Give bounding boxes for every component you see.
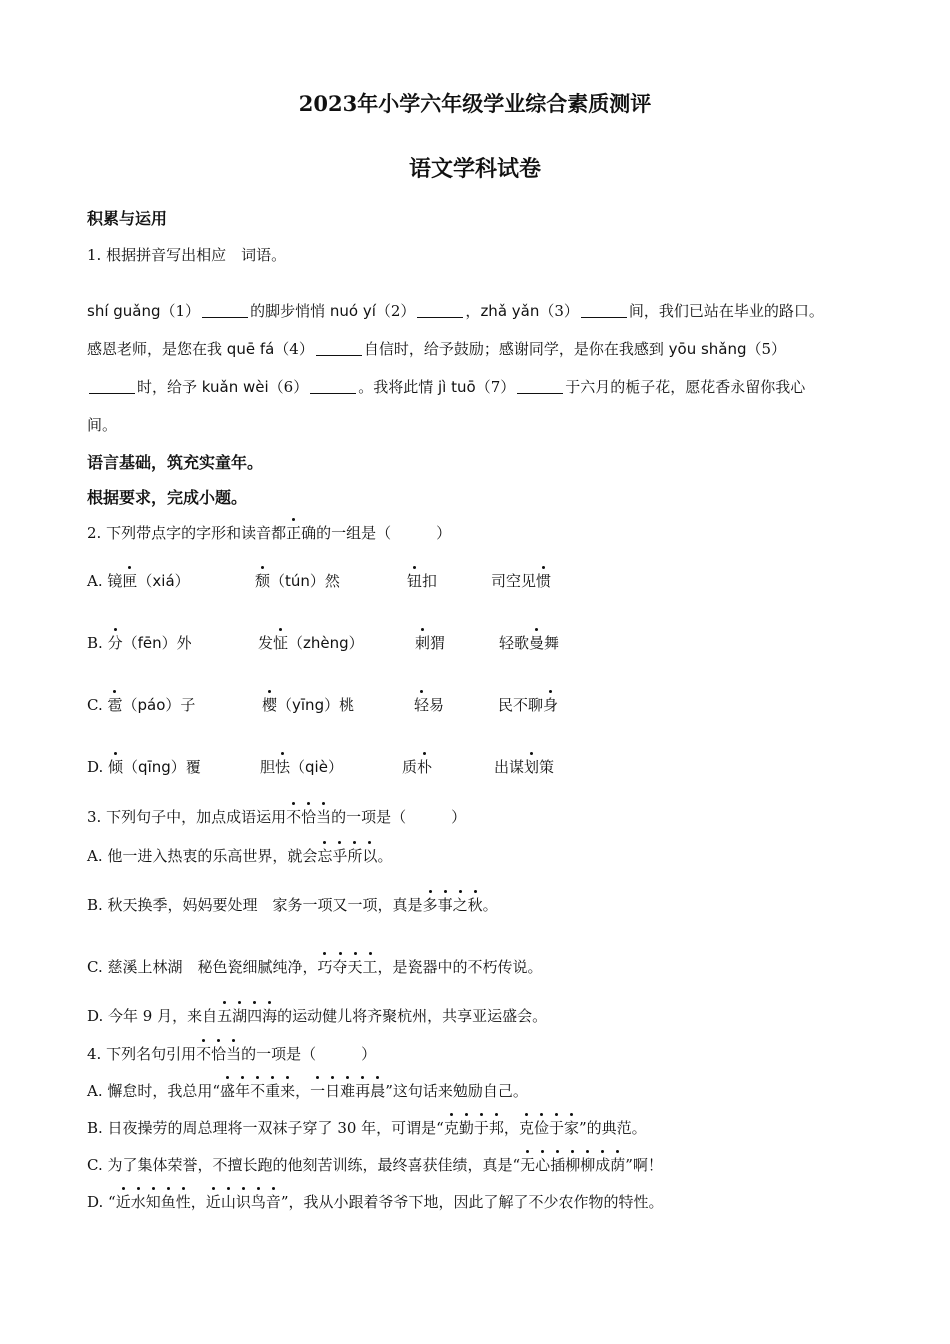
q2-option-d-item-2 [260, 756, 343, 777]
blank-number: （6） [268, 378, 309, 396]
passage-text: 于六月的栀子花，愿花香永留你我心 [565, 378, 806, 396]
dotted-char: 钮 [407, 572, 423, 590]
pinyin: jì tuō [438, 378, 476, 396]
pinyin: yōu shǎng [668, 340, 747, 358]
section-heading-language: 语言基础，筑充实童年。 [87, 453, 264, 472]
dotted-char: 分 [107, 634, 123, 652]
option-label: A. [87, 572, 108, 590]
dotted-idiom: 多事之秋 [422, 896, 483, 914]
passage-text: ， [465, 302, 481, 320]
q3-stem [87, 806, 466, 827]
q4-option-c[interactable] [87, 1154, 663, 1175]
dotted-quote: 近水知鱼性，近山识鸟音 [115, 1193, 281, 1211]
dotted-quote: 无心插柳柳成荫 [520, 1156, 626, 1174]
pinyin: shí guǎng [87, 302, 161, 320]
option-text: （yīng）桃 [277, 696, 355, 714]
blank-number: （1） [160, 302, 201, 320]
option-text: （tún）然 [270, 572, 340, 590]
option-text: 出谋 [494, 758, 525, 776]
option-text: B. 秋天换季，妈妈要处理 家务一项又一项，真是 [87, 896, 423, 914]
dotted-char: 曼 [529, 634, 545, 652]
q2-option-b-item-1[interactable] [87, 632, 192, 653]
q2-stem-text: 2. 下列带点字的字形和读音都 [87, 524, 287, 542]
exam-title: 2023年小学六年级学业综合素质测评 [298, 91, 652, 116]
q4-stem-text-end: 的一项是（ ） [241, 1045, 377, 1063]
option-text: 轻歌 [499, 634, 530, 652]
q3-stem-text: 3. 下列句子中，加点成语运用 [87, 808, 287, 826]
q2-option-a-item-1[interactable] [87, 570, 190, 591]
subject-title: 语文学科试卷 [408, 156, 541, 182]
option-text: （qīng）覆 [123, 758, 201, 776]
option-text: 民不聊 [498, 696, 544, 714]
q2-option-a-item-2 [255, 570, 340, 591]
q1-stem: 1. 根据拼音写出相应 词语。 [87, 246, 287, 264]
dotted-idiom: 忘乎所以 [317, 847, 378, 865]
option-text: C. 为了集体荣誉，不擅长跑的他刻苦训练，最终喜获佳绩，真是“ [87, 1156, 521, 1174]
option-label: B. [87, 634, 108, 652]
q2-option-b-item-3 [415, 632, 445, 653]
q3-option-b[interactable] [87, 894, 498, 915]
dotted-idiom: 五湖四海 [217, 1007, 278, 1025]
option-text: （páo）子 [122, 696, 196, 714]
q2-option-d-item-4 [494, 756, 554, 777]
dotted-char: 身 [543, 696, 559, 714]
option-text: 司空见 [491, 572, 537, 590]
option-text: 的运动健儿将齐聚杭州，共享亚运盛会。 [277, 1007, 548, 1025]
dotted-char: 樱 [262, 696, 278, 714]
q4-stem-text: 4. 下列名句引用 [87, 1045, 197, 1063]
option-text: A. 他一进入热衷的乐高世界，就会 [87, 847, 318, 865]
pinyin: quē fá [226, 340, 275, 358]
dotted-char: 轻 [414, 696, 430, 714]
passage-text: 间，我们已站在毕业的路口。 [628, 302, 824, 320]
q2-option-c-item-1[interactable] [87, 694, 195, 715]
passage-text: 的脚步悄悄 [250, 302, 326, 320]
q2-stem-dotted: 正 [286, 524, 302, 542]
dotted-char: 雹 [107, 696, 123, 714]
answer-blank-4[interactable] [316, 341, 362, 356]
option-text: D. 今年 9 月，来自 [87, 1007, 218, 1025]
q2-option-c-item-3 [414, 694, 444, 715]
q2-option-c-item-2 [262, 694, 354, 715]
option-text: 易 [429, 696, 445, 714]
q4-stem-dotted: 不恰当 [196, 1045, 242, 1063]
dotted-quote: 盛年不重来，一日难再晨 [220, 1082, 386, 1100]
blank-number: （7） [475, 378, 516, 396]
q2-option-a-item-3 [407, 570, 437, 591]
blank-number: （4） [274, 340, 314, 358]
q4-option-b[interactable] [87, 1117, 647, 1138]
option-text: 。 [482, 896, 498, 914]
blank-number: （5） [746, 340, 787, 358]
q4-option-d[interactable] [87, 1191, 664, 1212]
passage-text: 。我将此情 [358, 378, 434, 396]
dotted-char: 刺 [415, 634, 431, 652]
answer-blank-3[interactable] [581, 303, 627, 318]
answer-blank-6[interactable] [310, 379, 356, 394]
q2-option-b-item-2 [258, 632, 364, 653]
q2-stem-text-end: 确的一组是（ ） [301, 524, 452, 542]
dotted-quote: 克勤于邦，克俭于家 [443, 1119, 579, 1137]
option-text: ”的典范。 [579, 1119, 647, 1137]
option-text: ”，我从小跟着爷爷下地，因此了解了不少农作物的特性。 [280, 1193, 664, 1211]
option-text: C. 慈溪上林湖 秘色瓷细腻纯净， [87, 958, 318, 976]
section-heading-accumulation: 积累与运用 [87, 209, 168, 228]
option-label: D. [87, 758, 109, 776]
option-text: 发 [258, 634, 274, 652]
dotted-char: 怔 [273, 634, 289, 652]
q2-option-c-item-4 [498, 694, 558, 715]
q1-passage-line-4: 间。 [87, 416, 118, 434]
option-text: A. 懈怠时，我总用“ [87, 1082, 221, 1100]
answer-blank-1[interactable] [202, 303, 248, 318]
answer-blank-2[interactable] [417, 303, 463, 318]
option-text: B. 日夜操劳的周总理将一双袜子穿了 30 年，可谓是“ [87, 1119, 444, 1137]
option-text: ”这句话来勉励自己。 [385, 1082, 528, 1100]
q2-stem [87, 522, 451, 543]
q2-option-d-item-1[interactable] [87, 756, 201, 777]
pinyin: kuǎn wèi [201, 378, 269, 396]
q1-passage-line-2 [87, 338, 786, 359]
option-text: 质 [402, 758, 418, 776]
blank-number: （2） [375, 302, 416, 320]
option-text: 策 [539, 758, 555, 776]
option-text: 舞 [544, 634, 560, 652]
dotted-char: 惯 [536, 572, 552, 590]
q1-passage-line-1 [87, 300, 824, 321]
dotted-char: 颓 [255, 572, 271, 590]
q3-option-c[interactable] [87, 956, 543, 977]
passage-text: 自信时，给予鼓励；感谢同学，是你在我感到 [363, 340, 664, 358]
dotted-char: 倾 [108, 758, 124, 776]
q3-option-a[interactable] [87, 845, 392, 866]
dotted-idiom: 巧夺天工 [317, 958, 378, 976]
dotted-char: 匣 [122, 572, 138, 590]
option-text: （xiá） [137, 572, 190, 590]
option-text: 镜 [107, 572, 123, 590]
q4-option-a[interactable] [87, 1080, 528, 1101]
option-text: （qiè） [290, 758, 343, 776]
option-text: （zhèng） [288, 634, 364, 652]
q2-option-b-item-4 [499, 632, 559, 653]
option-text: （fēn）外 [122, 634, 192, 652]
q3-stem-dotted: 不恰当 [286, 808, 332, 826]
pinyin: nuó yí [329, 302, 376, 320]
option-text: 。 [377, 847, 393, 865]
q4-stem [87, 1043, 376, 1064]
answer-blank-5[interactable] [89, 379, 135, 394]
q2-option-a-item-4 [491, 570, 551, 591]
dotted-char: 划 [524, 758, 540, 776]
answer-blank-7[interactable] [517, 379, 563, 394]
pinyin: zhǎ yǎn [480, 302, 540, 320]
option-label: C. [87, 696, 108, 714]
blank-number: （3） [539, 302, 579, 320]
q3-stem-text-end: 的一项是（ ） [331, 808, 467, 826]
q1-passage-line-3 [87, 376, 805, 397]
dotted-char: 怯 [275, 758, 291, 776]
q2-option-d-item-3 [402, 756, 432, 777]
section-instruction: 根据要求，完成小题。 [87, 488, 248, 507]
option-text: D. “ [87, 1193, 116, 1211]
option-text: 胆 [260, 758, 276, 776]
option-text: 扣 [422, 572, 438, 590]
option-text: ，是瓷器中的不朽传说。 [377, 958, 543, 976]
dotted-char: 朴 [417, 758, 433, 776]
q3-option-d[interactable] [87, 1005, 547, 1026]
passage-text: 时，给予 [137, 378, 198, 396]
passage-text: 感恩老师，是您在我 [87, 340, 223, 358]
option-text: ”啊！ [625, 1156, 663, 1174]
option-text: 猬 [430, 634, 446, 652]
